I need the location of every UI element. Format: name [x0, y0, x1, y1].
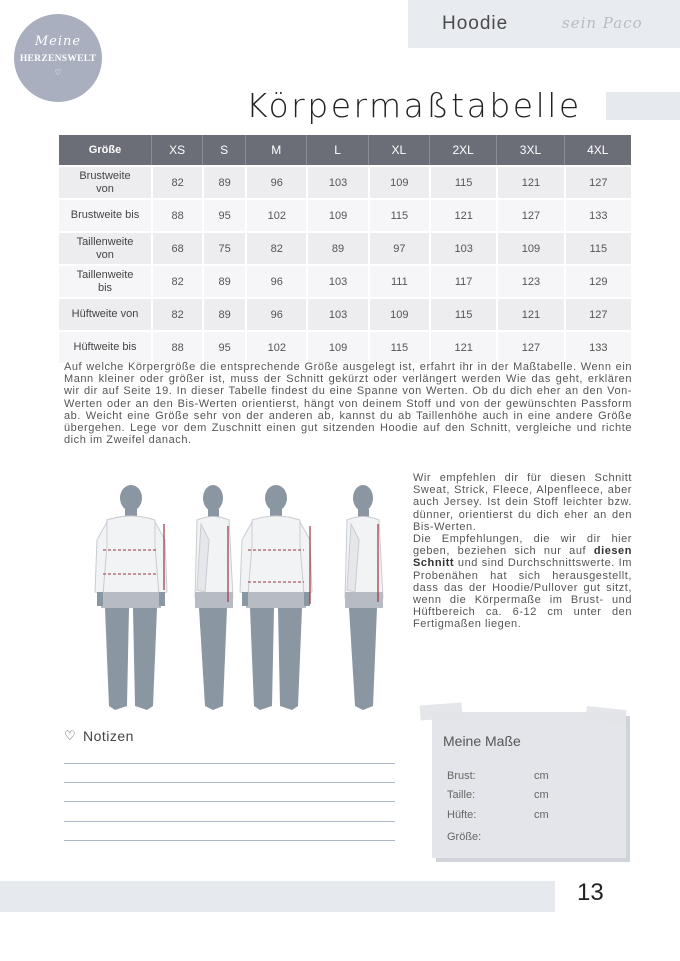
table-cell: 89 — [202, 297, 245, 330]
table-cell: 127 — [496, 330, 563, 363]
notes-title: Notizen — [83, 728, 134, 744]
table-cell: 95 — [202, 198, 245, 231]
table-cell: 121 — [496, 165, 563, 198]
table-row — [59, 231, 631, 264]
table-cell: 82 — [151, 165, 202, 198]
table-cell: 109 — [306, 330, 367, 363]
header-title: Hoodie — [442, 13, 509, 34]
table-cell: 96 — [245, 165, 306, 198]
table-cell: 82 — [151, 264, 202, 297]
table-cell: 109 — [368, 165, 429, 198]
row-label-text: Brustweite von — [79, 169, 131, 195]
measurement-figures-illustration — [88, 478, 393, 714]
table-cell: 115 — [429, 297, 496, 330]
table-cell: 97 — [368, 231, 429, 264]
table-cell: 121 — [429, 330, 496, 363]
row-label — [59, 231, 151, 264]
header-cell: 2XL — [429, 135, 496, 165]
table-cell: 89 — [202, 165, 245, 198]
table-cell: 109 — [496, 231, 563, 264]
table-cell: 115 — [429, 165, 496, 198]
brand-logo — [14, 14, 102, 102]
recommendation-text-2 — [413, 533, 632, 631]
table-cell: 123 — [496, 264, 563, 297]
table-cell: 115 — [564, 231, 631, 264]
note-line — [64, 763, 395, 764]
header-cell: M — [245, 135, 306, 165]
measure-label-waist: Taille: — [447, 789, 476, 801]
row-label — [59, 165, 151, 198]
logo-script-text: Meine — [34, 34, 82, 49]
measure-label-chest: Brust: — [447, 770, 476, 782]
title-accent-bar — [606, 92, 680, 120]
row-label: Hüftweite bis — [59, 330, 151, 363]
row-label: Brustweite bis — [59, 198, 151, 231]
header-cell: Größe — [59, 135, 151, 165]
table-cell: 121 — [429, 198, 496, 231]
table-cell: 88 — [151, 330, 202, 363]
table-cell: 82 — [151, 297, 202, 330]
row-label: Hüftweite von — [59, 297, 151, 330]
heart-icon: ♡ — [64, 729, 76, 744]
table-cell: 88 — [151, 198, 202, 231]
table-cell: 115 — [368, 198, 429, 231]
table-row — [59, 198, 631, 231]
table-cell: 133 — [564, 198, 631, 231]
table-cell: 127 — [564, 297, 631, 330]
measure-unit-hip: cm — [534, 809, 549, 821]
measure-label-hip: Hüfte: — [447, 809, 477, 821]
header-cell: XL — [368, 135, 429, 165]
table-cell: 115 — [368, 330, 429, 363]
table-cell: 96 — [245, 264, 306, 297]
table-cell: 117 — [429, 264, 496, 297]
table-cell: 68 — [151, 231, 202, 264]
intro-paragraph: Auf welche Körpergröße die entsprechende Größe ausgelegt ist, erfahrt ihr in der Maßtabelle. Wenn ein Mann kleiner oder größer ist, muss der Schnitt gekürzt oder verlängert werden Wie das geht, erklären wir dir auf Seite 19. In dieser Tabelle findest du eine Spanne von Werten. Ob du dich eher an den Von-Werten oder an den Bis-Werten orientierst, hängt von deinem Stoff und von der gewünschten Passform ab. Weicht eine Größe sehr von der anderen ab, kannst du ab Taillenhöhe auch in eine andere Größe übergehen. Lege vor dem Zuschnitt einen gut sitzenden Hoodie auf den Schnitt, vergleiche und richte dich im Zweifel danach. — [64, 361, 632, 447]
recommendation-text-1: Wir empfehlen dir für diesen Schnitt Sweat, Strick, Fleece, Alpenfleece, aber auch Jersey. Ist dein Stoff leichter bzw. dünner, orientierst du dich eher an den Bis-Werten. — [413, 472, 632, 533]
measure-unit-waist: cm — [534, 789, 549, 801]
note-line — [64, 840, 395, 841]
row-label-text: Taillenweite von — [76, 235, 134, 261]
table-cell: 82 — [245, 231, 306, 264]
header-cell: 4XL — [564, 135, 631, 165]
header-subtitle: sein Paco — [562, 14, 643, 32]
footer-band — [0, 881, 555, 912]
recommendation-text-2-end: und sind Durchschnittswerte. Im Probenähen hat sich herausgestellt, dass das der Hoodie/Pullover gut sitzt, wenn die Körpermaße im Brust- und Hüftbereich ca. 6-12 cm unter den Fertigmaßen liegen. — [413, 557, 632, 631]
row-label-text: Taillenweite bis — [76, 268, 134, 294]
table-cell: 129 — [564, 264, 631, 297]
table-cell: 127 — [496, 198, 563, 231]
table-cell: 95 — [202, 330, 245, 363]
header-cell: 3XL — [496, 135, 563, 165]
table-cell: 109 — [306, 198, 367, 231]
row-label — [59, 264, 151, 297]
table-cell: 75 — [202, 231, 245, 264]
table-row — [59, 165, 631, 198]
header-cell: L — [306, 135, 367, 165]
recommendation-paragraph — [413, 472, 632, 631]
note-line — [64, 801, 395, 802]
tape-strip — [420, 703, 463, 721]
table-cell: 102 — [245, 198, 306, 231]
table-cell: 103 — [306, 165, 367, 198]
page-number: 13 — [577, 879, 604, 906]
table-cell: 89 — [202, 264, 245, 297]
table-cell: 111 — [368, 264, 429, 297]
page-title: Körpermaßtabelle — [246, 86, 582, 125]
logo-name-text: HERZENSWELT — [19, 54, 97, 64]
table-row — [59, 264, 631, 297]
table-cell: 89 — [306, 231, 367, 264]
note-line — [64, 782, 395, 783]
recommendation-text-2-bold: diesen Schnitt — [413, 545, 632, 570]
table-cell: 127 — [564, 165, 631, 198]
header-cell: S — [202, 135, 245, 165]
header-cell: XS — [151, 135, 202, 165]
table-cell: 102 — [245, 330, 306, 363]
table-row — [59, 330, 631, 363]
table-cell: 103 — [306, 297, 367, 330]
table-cell: 109 — [368, 297, 429, 330]
table-row — [59, 297, 631, 330]
table-cell: 103 — [306, 264, 367, 297]
table-cell: 133 — [564, 330, 631, 363]
table-cell: 121 — [496, 297, 563, 330]
logo-heart-icon: ♡ — [54, 68, 62, 77]
table-cell: 96 — [245, 297, 306, 330]
note-line — [64, 821, 395, 822]
recommendation-text-2-start: Die Empfehlungen, die wir dir hier geben, beziehen sich nur auf — [413, 533, 632, 558]
size-table — [59, 135, 631, 363]
my-measurements-title: Meine Maße — [443, 733, 521, 749]
table-cell: 103 — [429, 231, 496, 264]
table-header-row — [59, 135, 631, 165]
measure-label-size: Größe: — [447, 831, 482, 843]
measure-unit-chest: cm — [534, 770, 549, 782]
